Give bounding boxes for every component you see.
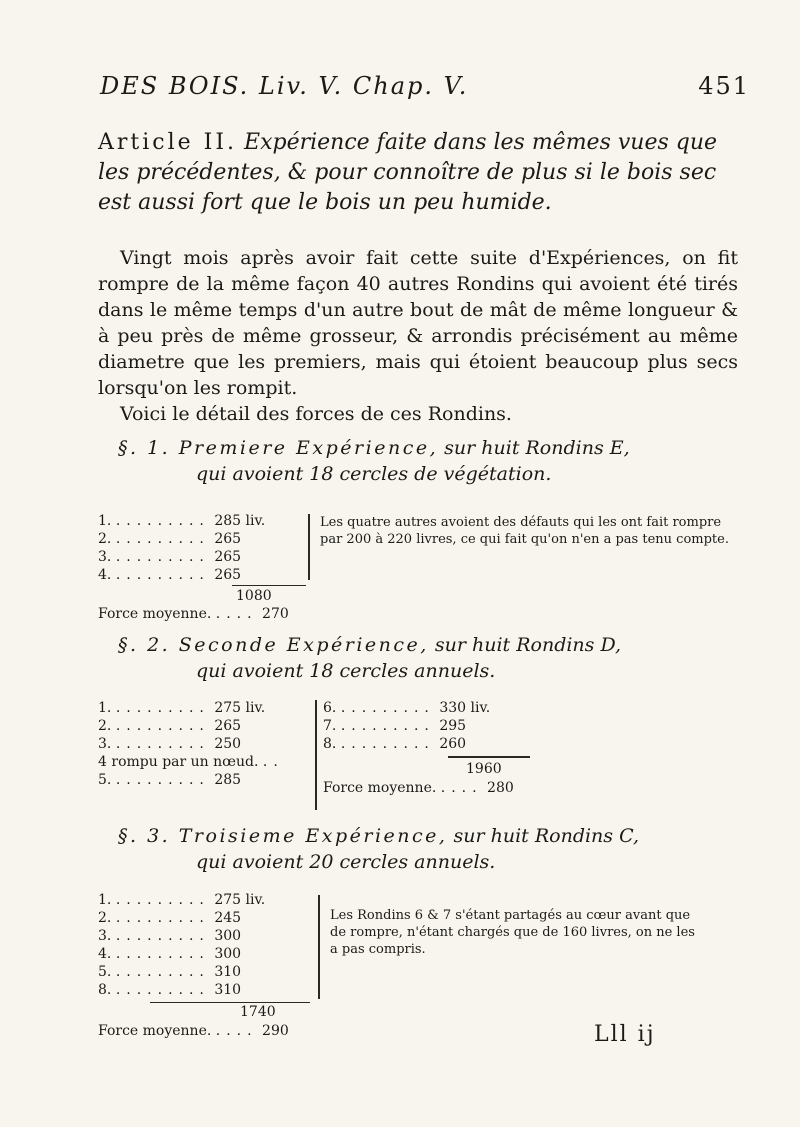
brace — [318, 895, 320, 999]
sum-rule — [150, 1002, 310, 1003]
section-3-heading-line2: qui avoient 20 cercles annuels. — [196, 851, 496, 873]
average-value: 280 — [487, 780, 514, 796]
table-row: 1. ......... 275 liv. — [98, 892, 266, 908]
table-row: 3. ......... 300 — [98, 928, 242, 944]
table-row: 1. ......... 285 liv. — [98, 513, 266, 529]
sum-rule — [232, 585, 306, 586]
section-2-total: 1960 — [466, 761, 502, 777]
table-row: 7. ......... 295 — [323, 718, 467, 734]
average-label: Force moyenne. — [98, 1023, 212, 1039]
table-row: 4 rompu par un nœud. .. — [98, 754, 284, 770]
section-2-heading-rest: sur huit Rondins D, — [434, 634, 622, 656]
section-2-heading-lead: §. 2. Seconde Expérience, — [118, 634, 429, 656]
section-3-note: Les Rondins 6 & 7 s'étant partagés au cœur avant que de rompre, n'étant chargés que de 160 livres, on ne les a pas compris. — [330, 908, 695, 957]
signature-mark: Lll ij — [594, 1022, 656, 1047]
table-row: 6. ......... 330 liv. — [323, 700, 491, 716]
section-1-total: 1080 — [236, 588, 272, 604]
table-row: 1. ......... 275 liv. — [98, 700, 266, 716]
table-row: 4. ......... 300 — [98, 946, 242, 962]
average-value: 270 — [262, 606, 289, 622]
section-2-average-row: Force moyenne. .... 280 — [323, 780, 514, 796]
average-label: Force moyenne. — [323, 780, 437, 796]
intro-paragraph-2: Voici le détail des forces de ces Rondins. — [120, 403, 512, 425]
section-2-heading-line2: qui avoient 18 cercles annuels. — [196, 660, 496, 682]
average-label: Force moyenne. — [98, 606, 212, 622]
article-title — [98, 128, 738, 218]
table-row: 4. ......... 265 — [98, 567, 242, 583]
column-divider — [315, 700, 317, 810]
page-number: 451 — [698, 72, 750, 100]
brace — [308, 514, 310, 580]
section-1-heading — [118, 435, 758, 487]
table-row: 3. ......... 250 — [98, 736, 242, 752]
table-row: 5. ......... 310 — [98, 964, 242, 980]
section-1-heading-line2: qui avoient 18 cercles de végétation. — [196, 463, 552, 485]
section-1-heading-lead: §. 1. Premiere Expérience, — [118, 437, 439, 459]
section-3-heading-rest: sur huit Rondins C, — [453, 825, 639, 847]
sum-rule — [448, 756, 530, 758]
section-2-heading — [118, 632, 758, 684]
table-row: 3. ......... 265 — [98, 549, 242, 565]
section-3-heading-lead: §. 3. Troisieme Expérience, — [118, 825, 448, 847]
table-row: 2. ......... 245 — [98, 910, 242, 926]
article-label: Article II. — [98, 130, 238, 155]
section-1-note: Les quatre autres avoient des défauts qui les ont fait rompre par 200 à 220 livres, ce qui fait qu'on n'en a pas tenu compte. — [320, 515, 729, 547]
table-row: 2. ......... 265 — [98, 531, 242, 547]
section-1-heading-rest: sur huit Rondins E, — [444, 437, 630, 459]
section-3-total: 1740 — [240, 1004, 276, 1020]
table-row: 8. ......... 260 — [323, 736, 467, 752]
table-row: 5. ......... 285 — [98, 772, 242, 788]
running-head — [100, 72, 750, 108]
table-row: 2. ......... 265 — [98, 718, 242, 734]
average-value: 290 — [262, 1023, 289, 1039]
intro-text — [98, 245, 738, 427]
table-row: 8. ......... 310 — [98, 982, 242, 998]
intro-paragraph-1: Vingt mois après avoir fait cette suite d'Expériences, on fit rompre de la même façon 40 autres Rondins qui avoient été tirés dans le même temps d'un autre bout de mât de même longueur & à peu près de même grosseur, & arrondis précisément au même diametre que les premiers, mais qui étoient beaucoup plus secs lorsqu'on les rompit. — [98, 247, 738, 399]
section-3-average-row: Force moyenne. .... 290 — [98, 1023, 289, 1039]
running-head-text: DES BOIS. Liv. V. Chap. V. — [100, 72, 469, 100]
article-heading: Expérience faite dans les mêmes vues que les précédentes, & pour connoître de plus si le bois sec est aussi fort que le bois un peu humide. — [98, 130, 718, 215]
section-1-average-row: Force moyenne. .... 270 — [98, 606, 289, 622]
section-3-heading — [118, 823, 758, 875]
